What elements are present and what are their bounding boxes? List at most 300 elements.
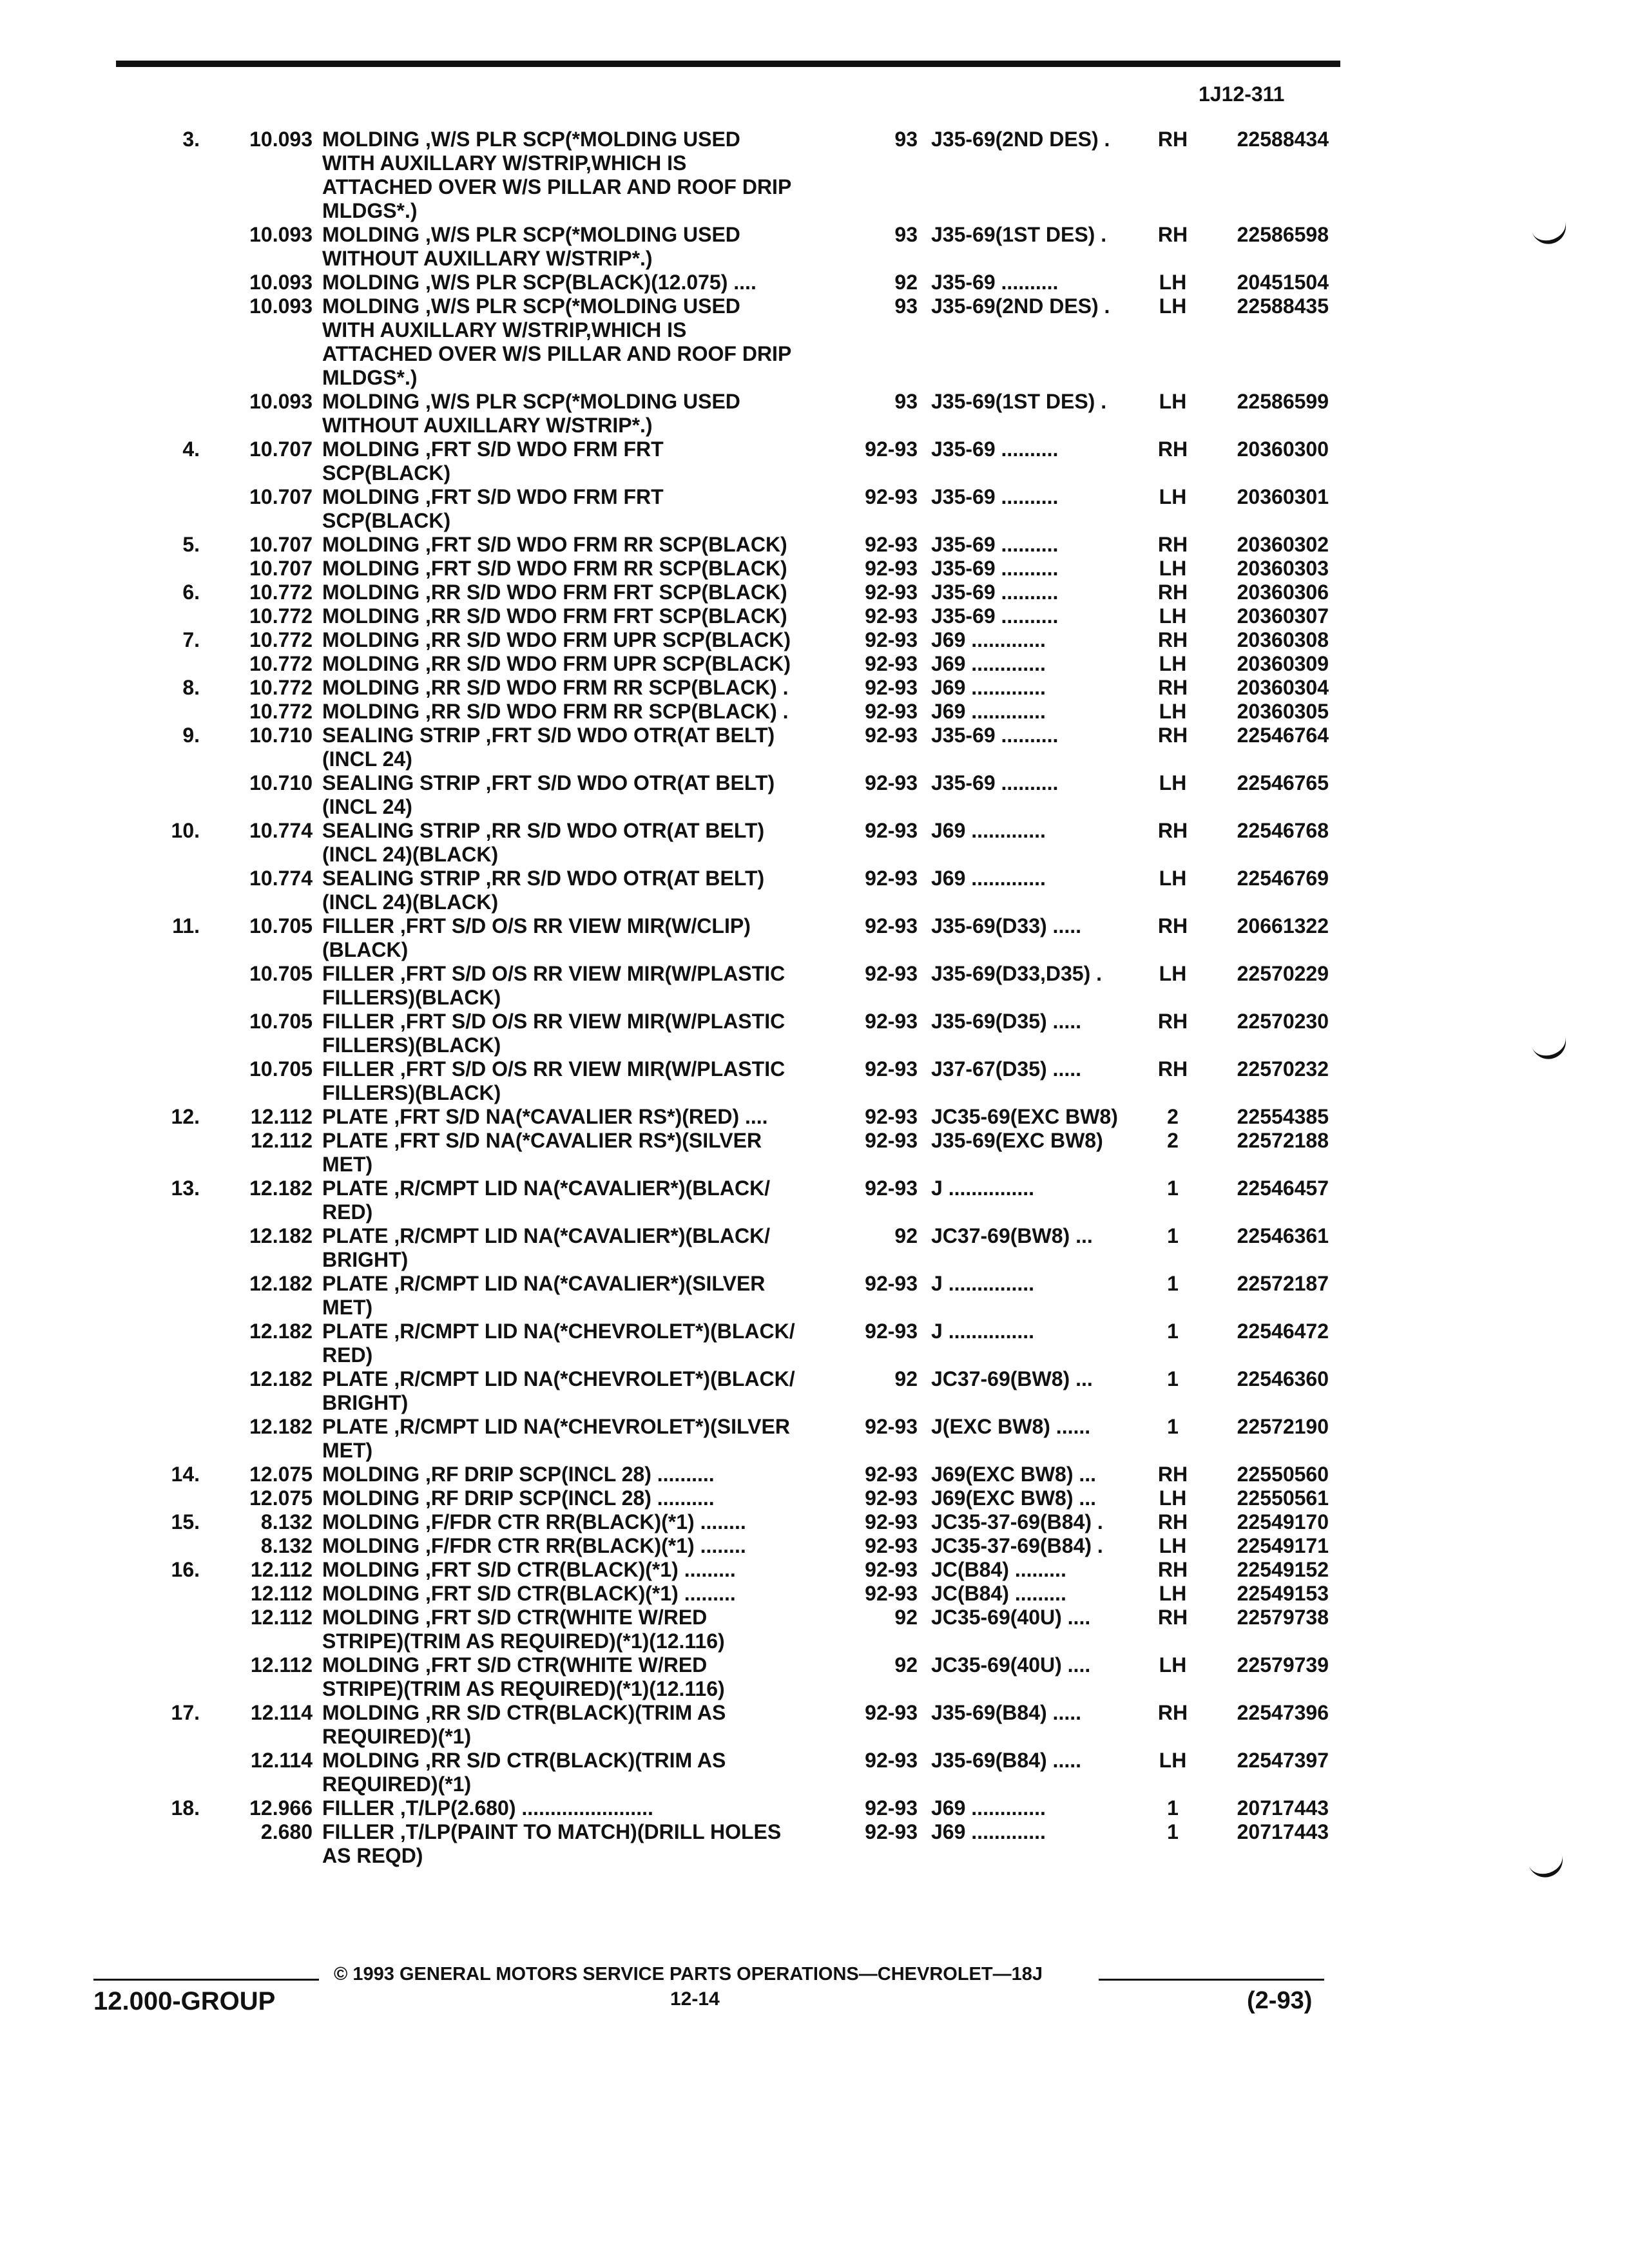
table-row [0, 1415, 1629, 1463]
table-row [0, 1701, 1629, 1749]
part-description: MOLDING ,W/S PLR SCP(*MOLDING USED WITH AUXILLARY W/STRIP,WHICH IS ATTACHED OVER W/S PILLAR AND ROOF DRIP MLDGS*.) [322, 128, 792, 222]
ref-number: 9. [182, 724, 200, 747]
part-description: PLATE ,FRT S/D NA(*CAVALIER RS*)(SILVER MET) [322, 1129, 762, 1176]
model-code: JC(B84) ......... [931, 1558, 1066, 1581]
model-year: 92-93 [865, 867, 918, 890]
model-year: 92-93 [865, 1057, 918, 1081]
model-year: 92-93 [865, 700, 918, 723]
table-row [0, 771, 1629, 819]
quantity: LH [1159, 271, 1187, 294]
group-number: 10.772 [249, 676, 313, 699]
quantity: RH [1157, 1510, 1188, 1533]
model-year: 92-93 [865, 1749, 918, 1772]
part-number: 22546765 [1237, 771, 1329, 794]
quantity: LH [1159, 1534, 1187, 1557]
model-year: 92 [894, 1367, 918, 1390]
model-code: J69 ............. [931, 700, 1046, 723]
model-code: J69(EXC BW8) ... [931, 1486, 1097, 1510]
ref-number: 10. [171, 819, 200, 842]
part-number: 22550561 [1237, 1486, 1329, 1510]
group-number: 12.182 [249, 1177, 313, 1200]
model-year: 92-93 [865, 437, 918, 461]
table-row [0, 1463, 1629, 1486]
quantity: RH [1157, 223, 1188, 246]
group-number: 12.112 [250, 1606, 313, 1629]
part-number: 20717443 [1237, 1820, 1329, 1843]
group-number: 12.182 [249, 1224, 313, 1247]
ref-number: 3. [182, 128, 200, 151]
date-code: (2-93) [1247, 1987, 1313, 2014]
model-year: 92-93 [865, 819, 918, 842]
table-row [0, 1820, 1629, 1868]
part-description: MOLDING ,RR S/D WDO FRM FRT SCP(BLACK) [322, 581, 787, 604]
model-code: J35-69(2ND DES) . [931, 294, 1110, 318]
model-year: 92-93 [865, 1320, 918, 1343]
model-code: J35-69(1ST DES) . [931, 223, 1107, 246]
group-number: 12.112 [250, 1558, 313, 1581]
table-row [0, 962, 1629, 1010]
model-year: 92-93 [865, 1463, 918, 1486]
quantity: LH [1159, 771, 1187, 794]
part-number: 22579738 [1237, 1606, 1329, 1629]
quantity: RH [1157, 581, 1188, 604]
model-code: J(EXC BW8) ...... [931, 1415, 1091, 1438]
part-description: FILLER ,FRT S/D O/S RR VIEW MIR(W/PLASTIC FILLERS)(BLACK) [322, 1010, 786, 1057]
model-code: J35-69 .......... [931, 771, 1059, 794]
group-number: 12.114 [250, 1701, 313, 1724]
part-number: 22579739 [1237, 1653, 1329, 1677]
model-code: JC35-37-69(B84) . [931, 1510, 1103, 1533]
part-description: SEALING STRIP ,FRT S/D WDO OTR(AT BELT) (INCL 24) [322, 771, 775, 818]
part-description: FILLER ,FRT S/D O/S RR VIEW MIR(W/CLIP) (BLACK) [322, 914, 751, 961]
group-number: 12.112 [250, 1129, 313, 1152]
group-number: 12.966 [249, 1796, 313, 1820]
group-number: 10.707 [249, 557, 313, 580]
model-year: 92-93 [865, 1486, 918, 1510]
table-row [0, 128, 1629, 223]
group-number: 10.707 [249, 437, 313, 461]
part-description: MOLDING ,RR S/D WDO FRM RR SCP(BLACK) . [322, 700, 789, 723]
table-row [0, 1558, 1629, 1582]
part-description: MOLDING ,FRT S/D CTR(WHITE W/RED STRIPE)(TRIM AS REQUIRED)(*1)(12.116) [322, 1653, 725, 1700]
quantity: LH [1159, 604, 1187, 628]
quantity: RH [1157, 628, 1188, 651]
quantity: 1 [1167, 1367, 1179, 1390]
part-number: 22586598 [1237, 223, 1329, 246]
table-row [0, 867, 1629, 914]
table-row [0, 533, 1629, 557]
group-label: 12.000-GROUP [93, 1987, 276, 2015]
group-number: 2.680 [260, 1820, 313, 1843]
model-code: J35-69(2ND DES) . [931, 128, 1110, 151]
quantity: LH [1159, 390, 1187, 413]
quantity: RH [1157, 819, 1188, 842]
model-code: J69 ............. [931, 1820, 1046, 1843]
part-number: 22570232 [1237, 1057, 1329, 1081]
part-description: MOLDING ,W/S PLR SCP(*MOLDING USED WITH AUXILLARY W/STRIP,WHICH IS ATTACHED OVER W/S PILLAR AND ROOF DRIP MLDGS*.) [322, 294, 792, 389]
part-number: 22546361 [1237, 1224, 1329, 1247]
part-description: PLATE ,R/CMPT LID NA(*CAVALIER*)(BLACK/ RED) [322, 1177, 771, 1224]
table-row [0, 1105, 1629, 1129]
model-code: J35-69(EXC BW8) [931, 1129, 1103, 1152]
copyright-notice: © 1993 GENERAL MOTORS SERVICE PARTS OPERATIONS—CHEVROLET—18J [334, 1964, 1043, 1984]
table-row [0, 223, 1629, 271]
top-rule [116, 61, 1340, 67]
model-code: J35-69(B84) ..... [931, 1749, 1081, 1772]
model-year: 92 [894, 1224, 918, 1247]
part-number: 20360306 [1237, 581, 1329, 604]
group-number: 10.093 [249, 390, 313, 413]
part-description: MOLDING ,RR S/D CTR(BLACK)(TRIM AS REQUIRED)(*1) [322, 1749, 726, 1796]
quantity: RH [1157, 1701, 1188, 1724]
part-number: 22586599 [1237, 390, 1329, 413]
part-description: PLATE ,R/CMPT LID NA(*CHEVROLET*)(SILVER MET) [322, 1415, 790, 1462]
part-description: MOLDING ,RF DRIP SCP(INCL 28) .......... [322, 1463, 715, 1486]
quantity: 1 [1167, 1320, 1179, 1343]
quantity: 1 [1167, 1820, 1179, 1843]
quantity: 1 [1167, 1272, 1179, 1295]
model-code: J35-69 .......... [931, 271, 1059, 294]
quantity: RH [1157, 128, 1188, 151]
group-number: 12.182 [249, 1320, 313, 1343]
part-description: MOLDING ,RR S/D CTR(BLACK)(TRIM AS REQUIRED)(*1) [322, 1701, 726, 1748]
part-description: MOLDING ,RR S/D WDO FRM UPR SCP(BLACK) [322, 628, 791, 651]
model-code: J35-69 .......... [931, 485, 1059, 508]
table-row [0, 1057, 1629, 1105]
model-code: JC37-69(BW8) ... [931, 1367, 1093, 1390]
model-year: 92-93 [865, 628, 918, 651]
model-code: J35-69(D35) ..... [931, 1010, 1081, 1033]
model-code: J35-69(1ST DES) . [931, 390, 1107, 413]
ref-number: 8. [182, 676, 200, 699]
model-code: JC35-69(40U) .... [931, 1653, 1091, 1677]
part-description: MOLDING ,FRT S/D CTR(WHITE W/RED STRIPE)(TRIM AS REQUIRED)(*1)(12.116) [322, 1606, 725, 1653]
part-number: 22572190 [1237, 1415, 1329, 1438]
part-number: 20451504 [1237, 271, 1329, 294]
part-number: 22554385 [1237, 1105, 1329, 1128]
ref-number: 11. [172, 914, 200, 937]
model-code: J69 ............. [931, 628, 1046, 651]
table-row [0, 1606, 1629, 1653]
ref-number: 4. [182, 437, 200, 461]
quantity: RH [1157, 724, 1188, 747]
part-description: PLATE ,R/CMPT LID NA(*CHEVROLET*)(BLACK/ BRIGHT) [322, 1367, 795, 1414]
quantity: RH [1157, 533, 1188, 556]
part-description: MOLDING ,RR S/D WDO FRM FRT SCP(BLACK) [322, 604, 787, 628]
group-number: 10.774 [249, 867, 313, 890]
table-row [0, 628, 1629, 652]
parts-list [0, 128, 1629, 1868]
model-code: J ............... [931, 1177, 1035, 1200]
part-number: 22546472 [1237, 1320, 1329, 1343]
quantity: 2 [1167, 1129, 1179, 1152]
part-number: 22549152 [1237, 1558, 1329, 1581]
part-number: 20360307 [1237, 604, 1329, 628]
footer-rule-left [93, 1979, 319, 1981]
model-code: J35-69 .......... [931, 724, 1059, 747]
quantity: RH [1157, 1010, 1188, 1033]
group-number: 10.772 [249, 581, 313, 604]
part-description: PLATE ,R/CMPT LID NA(*CAVALIER*)(SILVER MET) [322, 1272, 766, 1319]
ref-number: 5. [182, 533, 200, 556]
model-year: 92-93 [865, 771, 918, 794]
part-description: FILLER ,T/LP(2.680) ....................... [322, 1796, 653, 1820]
part-description: MOLDING ,FRT S/D WDO FRM FRT SCP(BLACK) [322, 485, 664, 532]
ref-number: 7. [182, 628, 200, 651]
group-number: 10.093 [249, 128, 313, 151]
group-number: 10.093 [249, 271, 313, 294]
model-code: J35-69(B84) ..... [931, 1701, 1081, 1724]
quantity: LH [1159, 557, 1187, 580]
table-row [0, 437, 1629, 485]
part-description: MOLDING ,F/FDR CTR RR(BLACK)(*1) ........ [322, 1534, 746, 1557]
model-year: 93 [894, 223, 918, 246]
model-year: 92-93 [865, 1701, 918, 1724]
table-row [0, 1486, 1629, 1510]
part-description: MOLDING ,FRT S/D WDO FRM RR SCP(BLACK) [322, 557, 787, 580]
part-description: SEALING STRIP ,FRT S/D WDO OTR(AT BELT) (INCL 24) [322, 724, 775, 771]
quantity: LH [1159, 1486, 1187, 1510]
model-code: J35-69(D33) ..... [931, 914, 1081, 937]
model-code: J69 ............. [931, 867, 1046, 890]
model-code: JC35-37-69(B84) . [931, 1534, 1103, 1557]
quantity: 1 [1167, 1415, 1179, 1438]
part-number: 22547396 [1237, 1701, 1329, 1724]
part-number: 20360308 [1237, 628, 1329, 651]
model-year: 92 [894, 1606, 918, 1629]
group-number: 10.710 [249, 771, 313, 794]
group-number: 12.075 [249, 1463, 313, 1486]
group-number: 12.112 [250, 1653, 313, 1677]
ref-number: 16. [171, 1558, 200, 1581]
model-code: J35-69 .......... [931, 604, 1059, 628]
part-description: PLATE ,R/CMPT LID NA(*CAVALIER*)(BLACK/ BRIGHT) [322, 1224, 771, 1271]
group-number: 10.705 [249, 914, 313, 937]
model-year: 93 [894, 390, 918, 413]
group-number: 10.093 [249, 223, 313, 246]
part-description: MOLDING ,W/S PLR SCP(*MOLDING USED WITHOUT AUXILLARY W/STRIP*.) [322, 390, 740, 437]
model-year: 92-93 [865, 581, 918, 604]
model-year: 93 [894, 294, 918, 318]
model-year: 92-93 [865, 914, 918, 937]
model-code: JC37-69(BW8) ... [931, 1224, 1093, 1247]
group-number: 10.774 [249, 819, 313, 842]
ref-number: 12. [171, 1105, 200, 1128]
page-number: 12-14 [670, 1988, 720, 2010]
quantity: RH [1157, 1057, 1188, 1081]
part-number: 20360300 [1237, 437, 1329, 461]
part-number: 20661322 [1237, 914, 1329, 937]
model-year: 92-93 [865, 652, 918, 675]
quantity: LH [1159, 1653, 1187, 1677]
model-year: 92-93 [865, 1534, 918, 1557]
part-number: 20360309 [1237, 652, 1329, 675]
group-number: 10.705 [249, 1010, 313, 1033]
part-number: 20717443 [1237, 1796, 1329, 1820]
model-code: JC(B84) ......... [931, 1582, 1066, 1605]
quantity: RH [1157, 676, 1188, 699]
model-year: 92-93 [865, 1010, 918, 1033]
model-year: 92-93 [865, 676, 918, 699]
group-number: 12.112 [250, 1582, 313, 1605]
table-row [0, 1010, 1629, 1057]
table-row [0, 604, 1629, 628]
part-number: 22588434 [1237, 128, 1329, 151]
model-code: J ............... [931, 1320, 1035, 1343]
table-row [0, 1129, 1629, 1177]
ref-number: 14. [171, 1463, 200, 1486]
table-row [0, 914, 1629, 962]
model-year: 92-93 [865, 1105, 918, 1128]
table-row [0, 557, 1629, 581]
model-year: 92-93 [865, 1129, 918, 1152]
part-number: 22546360 [1237, 1367, 1329, 1390]
group-number: 10.705 [249, 1057, 313, 1081]
part-description: PLATE ,R/CMPT LID NA(*CHEVROLET*)(BLACK/ RED) [322, 1320, 795, 1367]
model-year: 92-93 [865, 962, 918, 985]
part-description: PLATE ,FRT S/D NA(*CAVALIER RS*)(RED) .... [322, 1105, 768, 1128]
group-number: 12.075 [249, 1486, 313, 1510]
model-year: 92-93 [865, 533, 918, 556]
table-row [0, 819, 1629, 867]
quantity: RH [1157, 1558, 1188, 1581]
part-description: FILLER ,FRT S/D O/S RR VIEW MIR(W/PLASTIC FILLERS)(BLACK) [322, 962, 786, 1009]
model-code: J69 ............. [931, 652, 1046, 675]
footer-rule-right [1099, 1979, 1324, 1981]
quantity: LH [1159, 294, 1187, 318]
table-row [0, 1749, 1629, 1796]
group-number: 8.132 [260, 1534, 313, 1557]
quantity: LH [1159, 962, 1187, 985]
model-code: J ............... [931, 1272, 1035, 1295]
model-code: J35-69 .......... [931, 533, 1059, 556]
table-row [0, 1534, 1629, 1558]
group-number: 12.182 [249, 1272, 313, 1295]
part-description: MOLDING ,FRT S/D CTR(BLACK)(*1) ......... [322, 1582, 736, 1605]
part-description: MOLDING ,FRT S/D WDO FRM FRT SCP(BLACK) [322, 437, 664, 485]
model-code: J69 ............. [931, 676, 1046, 699]
table-row [0, 1320, 1629, 1367]
part-number: 22572187 [1237, 1272, 1329, 1295]
part-description: MOLDING ,W/S PLR SCP(BLACK)(12.075) .... [322, 271, 757, 294]
group-number: 12.114 [250, 1749, 313, 1772]
ref-number: 17. [171, 1701, 200, 1724]
group-number: 10.710 [249, 724, 313, 747]
ref-number: 13. [171, 1177, 200, 1200]
group-number: 10.772 [249, 604, 313, 628]
table-row [0, 294, 1629, 390]
part-description: MOLDING ,RF DRIP SCP(INCL 28) .......... [322, 1486, 715, 1510]
table-row [0, 676, 1629, 700]
part-number: 20360302 [1237, 533, 1329, 556]
part-number: 22549153 [1237, 1582, 1329, 1605]
group-number: 10.707 [249, 533, 313, 556]
model-year: 92-93 [865, 724, 918, 747]
model-year: 92-93 [865, 1558, 918, 1581]
model-year: 92-93 [865, 485, 918, 508]
part-number: 22547397 [1237, 1749, 1329, 1772]
model-code: J69(EXC BW8) ... [931, 1463, 1097, 1486]
part-number: 22572188 [1237, 1129, 1329, 1152]
table-row [0, 1510, 1629, 1534]
table-row [0, 1796, 1629, 1820]
model-code: JC35-69(40U) .... [931, 1606, 1091, 1629]
page-code: 1J12-311 [1199, 82, 1285, 106]
table-row [0, 581, 1629, 604]
part-description: FILLER ,FRT S/D O/S RR VIEW MIR(W/PLASTIC FILLERS)(BLACK) [322, 1057, 786, 1104]
part-number: 20360301 [1237, 485, 1329, 508]
part-number: 22549171 [1237, 1534, 1329, 1557]
table-row [0, 1367, 1629, 1415]
table-row [0, 1653, 1629, 1701]
quantity: LH [1159, 485, 1187, 508]
model-year: 92 [894, 271, 918, 294]
part-number: 22588435 [1237, 294, 1329, 318]
part-number: 22546457 [1237, 1177, 1329, 1200]
quantity: LH [1159, 1749, 1187, 1772]
part-description: MOLDING ,F/FDR CTR RR(BLACK)(*1) ........ [322, 1510, 746, 1533]
part-number: 20360303 [1237, 557, 1329, 580]
part-description: SEALING STRIP ,RR S/D WDO OTR(AT BELT) (INCL 24)(BLACK) [322, 819, 765, 866]
quantity: 1 [1167, 1796, 1179, 1820]
group-number: 10.772 [249, 700, 313, 723]
quantity: LH [1159, 867, 1187, 890]
group-number: 10.093 [249, 294, 313, 318]
table-row [0, 1224, 1629, 1272]
ref-number: 6. [182, 581, 200, 604]
model-year: 92-93 [865, 604, 918, 628]
part-number: 22546769 [1237, 867, 1329, 890]
table-row [0, 485, 1629, 533]
part-description: MOLDING ,RR S/D WDO FRM UPR SCP(BLACK) [322, 652, 791, 675]
model-code: J35-69 .......... [931, 437, 1059, 461]
group-number: 10.772 [249, 628, 313, 651]
model-year: 92-93 [865, 1796, 918, 1820]
model-year: 92-93 [865, 557, 918, 580]
model-year: 92-93 [865, 1582, 918, 1605]
model-year: 92-93 [865, 1272, 918, 1295]
quantity: RH [1157, 914, 1188, 937]
model-code: J35-69 .......... [931, 581, 1059, 604]
quantity: 2 [1167, 1105, 1179, 1128]
quantity: LH [1159, 652, 1187, 675]
model-year: 92-93 [865, 1510, 918, 1533]
model-year: 92 [894, 1653, 918, 1677]
model-code: J37-67(D35) ..... [931, 1057, 1081, 1081]
quantity: LH [1159, 700, 1187, 723]
group-number: 12.182 [249, 1367, 313, 1390]
quantity: 1 [1167, 1224, 1179, 1247]
quantity: RH [1157, 437, 1188, 461]
group-number: 10.705 [249, 962, 313, 985]
group-number: 12.112 [250, 1105, 313, 1128]
group-number: 10.772 [249, 652, 313, 675]
model-code: J69 ............. [931, 1796, 1046, 1820]
part-number: 22570229 [1237, 962, 1329, 985]
table-row [0, 724, 1629, 771]
model-code: J35-69 .......... [931, 557, 1059, 580]
group-number: 12.182 [249, 1415, 313, 1438]
part-description: SEALING STRIP ,RR S/D WDO OTR(AT BELT) (INCL 24)(BLACK) [322, 867, 765, 914]
part-number: 22546764 [1237, 724, 1329, 747]
ref-number: 15. [171, 1510, 200, 1533]
model-code: J69 ............. [931, 819, 1046, 842]
model-year: 92-93 [865, 1415, 918, 1438]
part-number: 22546768 [1237, 819, 1329, 842]
table-row [0, 1177, 1629, 1224]
part-number: 20360305 [1237, 700, 1329, 723]
model-code: J35-69(D33,D35) . [931, 962, 1103, 985]
